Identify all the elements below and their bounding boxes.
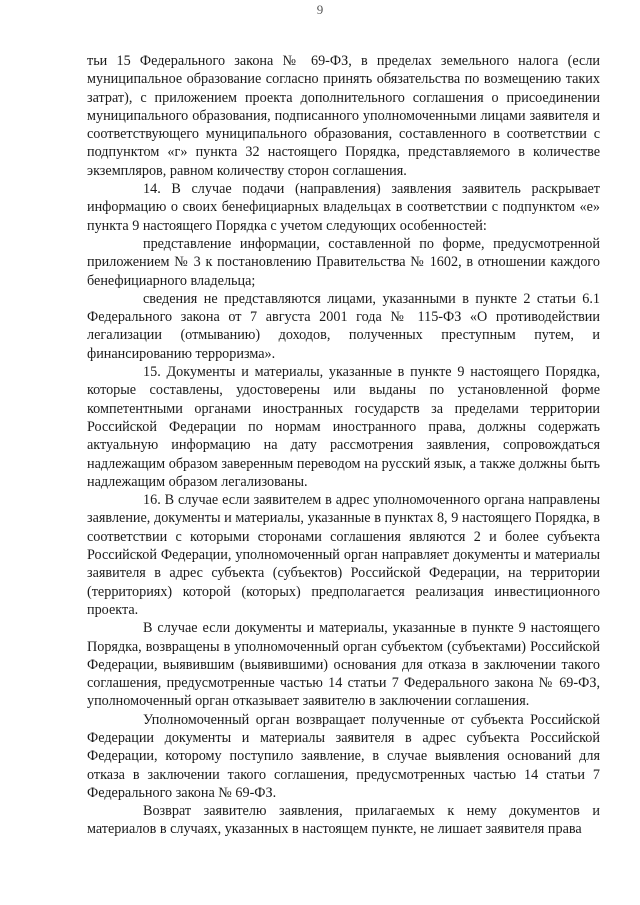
paragraph-16: 16. В случае если заявителем в адрес уполномоченного органа направлены заявление, документы и материалы, указанные в пунктах 8, 9 настоящего Порядка, в соответствии с которыми сторонами соглашения являются 2 и более субъекта Российской Федерации, уполномоченный орган направляет документы и материалы заявителя в адрес субъекта (субъектов) Российской Федерации, на территории (территориях) которой (которых) предполагается реализация инвестиционного проекта. [87,492,600,618]
document-body [87,52,600,839]
page-number: 9 [316,2,324,17]
paragraph-14-item-1: представление информации, составленной по форме, предусмотренной приложением № 3 к постановлению Правительства № 1602, в отношении каждого бенефициарного владельца; [87,235,600,289]
paragraph-16-part-4: Возврат заявителю заявления, прилагаемых к нему документов и материалов в случаях, указанных в настоящем пункте, не лишает заявителя права [87,803,600,838]
paragraph-14: 14. В случае подачи (направления) заявления заявитель раскрывает информацию о своих бенефициарных владельцах в соответствии с подпунктом «е» пункта 9 настоящего Порядка с учетом следующих особенностей: [87,181,600,234]
paragraph-16-part-3: Уполномоченный орган возвращает полученные от субъекта Российской Федерации документы и материалы заявителя в адрес субъекта Российской Федерации, которому поступило заявление, в случае выявления оснований для отказа в заключении такого соглашения, предусмотренных частью 14 статьи 7 Федерального закона № 69-ФЗ. [87,711,600,801]
paragraph-14-item-2: сведения не представляются лицами, указанными в пункте 2 статьи 6.1 Федерального закона от 7 августа 2001 года № 115-ФЗ «О противодействии легализации (отмыванию) доходов, полученных преступным путем, и финансированию терроризма». [87,290,600,362]
paragraph-continuation: тьи 15 Федерального закона № 69-ФЗ, в пределах земельного налога (если муниципальное образование согласно принять обязательства по возмещению таких затрат), с приложением проекта дополнительного соглашения о присоединении муниципального образования, подписанного уполномоченными лицами заявителя и соответствующего муниципального образования, составленного в соответствии с подпунктом «г» пункта 32 настоящего Порядка, представляемого в количестве экземпляров, равном количеству сторон соглашения. [87,53,600,179]
paragraph-15: 15. Документы и материалы, указанные в пункте 9 настоящего Порядка, которые составлены, удостоверены или выданы по установленной форме компетентными органами иностранных государств за пределами территории Российской Федерации по нормам иностранного права, должны содержать актуальную информацию на дату рассмотрения заявления, сопровождаться надлежащим образом заверенным переводом на русский язык, а также должны быть надлежащим образом легализованы. [87,364,600,490]
paragraph-16-part-2: В случае если документы и материалы, указанные в пункте 9 настоящего Порядка, возвращены в уполномоченный орган субъектом (субъектами) Российской Федерации, выявившим (выявившими) основания для отказа в заключении такого соглашения, предусмотренные частью 14 статьи 7 Федерального закона № 69-ФЗ, уполномоченный орган отказывает заявителю в заключении соглашения. [87,620,600,710]
